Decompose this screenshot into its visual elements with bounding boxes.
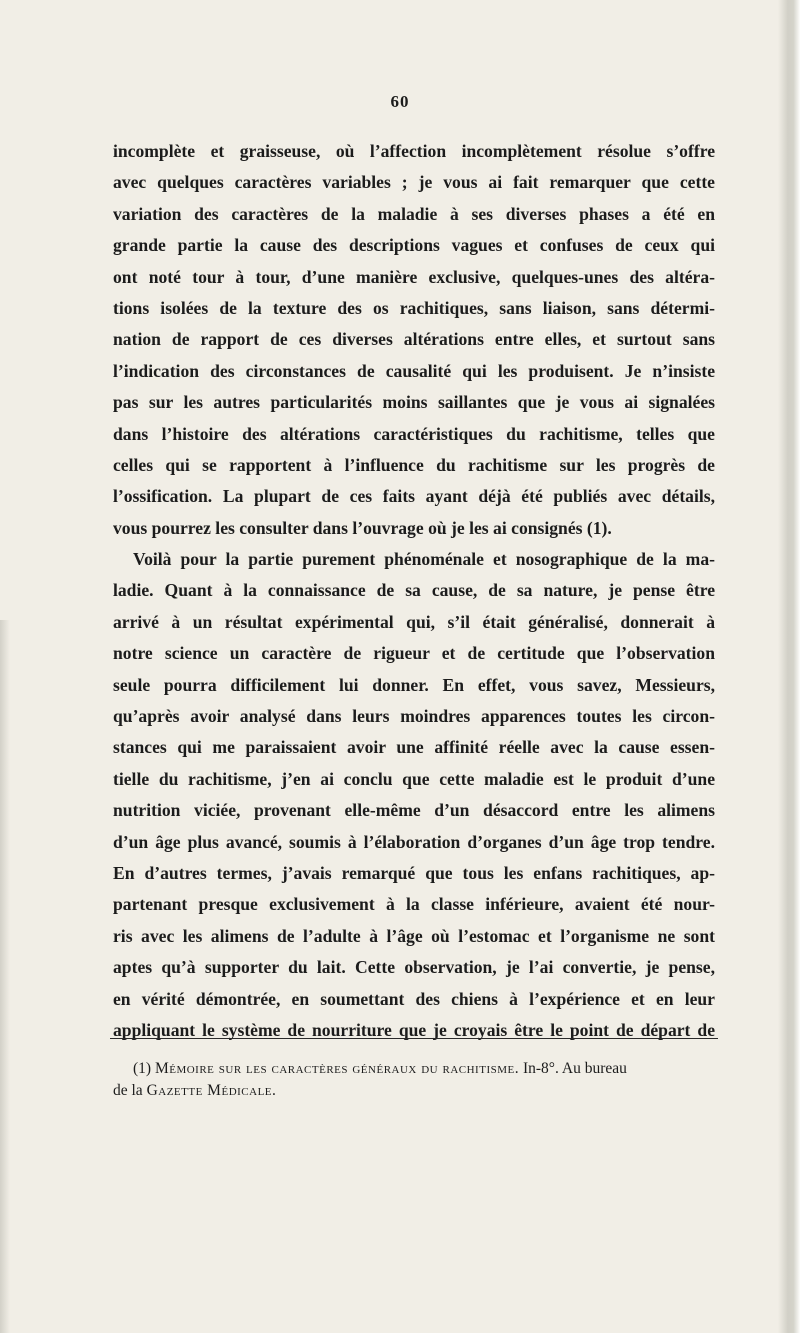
text-line: appliquant le système de nourriture que je croyais être le point de départ de	[113, 1019, 715, 1040]
body-text	[113, 136, 715, 1046]
footnote-format: In-8°. Au bureau	[522, 1060, 627, 1077]
footnote-divider	[110, 1038, 718, 1039]
text-line: tions isolées de la texture des os rachitiques, sans liaison, sans détermi-	[113, 297, 715, 318]
text-line: nutrition viciée, provenant elle-même d’un désaccord entre les alimens	[113, 800, 715, 821]
text-line: l’ossification. La plupart de ces faits ayant déjà été publiés avec détails,	[113, 486, 715, 507]
text-line: notre science un caractère de rigueur et de certitude que l’observation	[113, 643, 715, 664]
right-page-edge	[778, 0, 800, 1333]
text-line: l’indication des circonstances de causalité qui les produisent. Je n’insiste	[113, 360, 715, 381]
footnote-marker: (1)	[133, 1060, 152, 1077]
footnote-title: Mémoire sur les caractères généraux du rachitisme.	[154, 1060, 520, 1077]
footnote-line-2	[113, 1080, 719, 1102]
page-number: 60	[390, 92, 410, 111]
footnote-prefix: de la	[113, 1082, 143, 1099]
text-line: variation des caractères de la maladie à ses diverses phases a été en	[113, 203, 715, 224]
text-line: ont noté tour à tour, d’une manière exclusive, quelques-unes des altéra-	[113, 266, 715, 287]
text-line: en vérité démontrée, en soumettant des chiens à l’expérience et en leur	[113, 988, 715, 1009]
text-line: incomplète et graisseuse, où l’affection incomplètement résolue s’offre	[113, 141, 715, 161]
text-line: stances qui me paraissaient avoir une affinité réelle avec la cause essen-	[113, 737, 715, 758]
text-line: celles qui se rapportent à l’influence du rachitisme sur les progrès de	[113, 454, 715, 475]
footnote-line-1	[133, 1058, 719, 1080]
text-line: aptes qu’à supporter du lait. Cette observation, je l’ai convertie, je pense,	[113, 957, 715, 978]
text-line-paragraph-start: Voilà pour la partie purement phénoménale et nosographique de la ma-	[133, 549, 715, 570]
footnote	[113, 1058, 719, 1102]
text-line: ris avec les alimens de l’adulte à l’âge où l’estomac et l’organisme ne sont	[113, 925, 715, 946]
text-line: pas sur les autres particularités moins saillantes que je vous ai signalées	[113, 392, 715, 413]
text-line: qu’après avoir analysé dans leurs moindres apparences toutes les circon-	[113, 706, 715, 727]
text-line: arrivé à un résultat expérimental qui, s’il était généralisé, donnerait à	[113, 611, 715, 632]
text-line: vous pourrez les consulter dans l’ouvrage où je les ai consignés (1).	[113, 517, 612, 538]
text-line: d’un âge plus avancé, soumis à l’élaboration d’organes d’un âge trop tendre.	[113, 831, 715, 852]
text-line: partenant presque exclusivement à la classe inférieure, avaient été nour-	[113, 894, 715, 915]
text-line: nation de rapport de ces diverses altérations entre elles, et surtout sans	[113, 329, 715, 350]
left-page-shadow	[0, 620, 10, 1333]
text-line: dans l’histoire des altérations caractéristiques du rachitisme, telles que	[113, 423, 715, 444]
text-line: grande partie la cause des descriptions vagues et confuses de ceux qui	[113, 235, 715, 256]
text-line: ladie. Quant à la connaissance de sa cause, de sa nature, je pense être	[113, 580, 715, 601]
text-line: seule pourra difficilement lui donner. En effet, vous savez, Messieurs,	[113, 674, 715, 695]
footnote-publisher: Gazette Médicale.	[146, 1082, 277, 1099]
text-line: avec quelques caractères variables ; je vous ai fait remarquer que cette	[113, 172, 715, 193]
text-line: tielle du rachitisme, j’en ai conclu que cette maladie est le produit d’une	[113, 768, 715, 789]
text-line: En d’autres termes, j’avais remarqué que tous les enfans rachitiques, ap-	[113, 862, 715, 883]
